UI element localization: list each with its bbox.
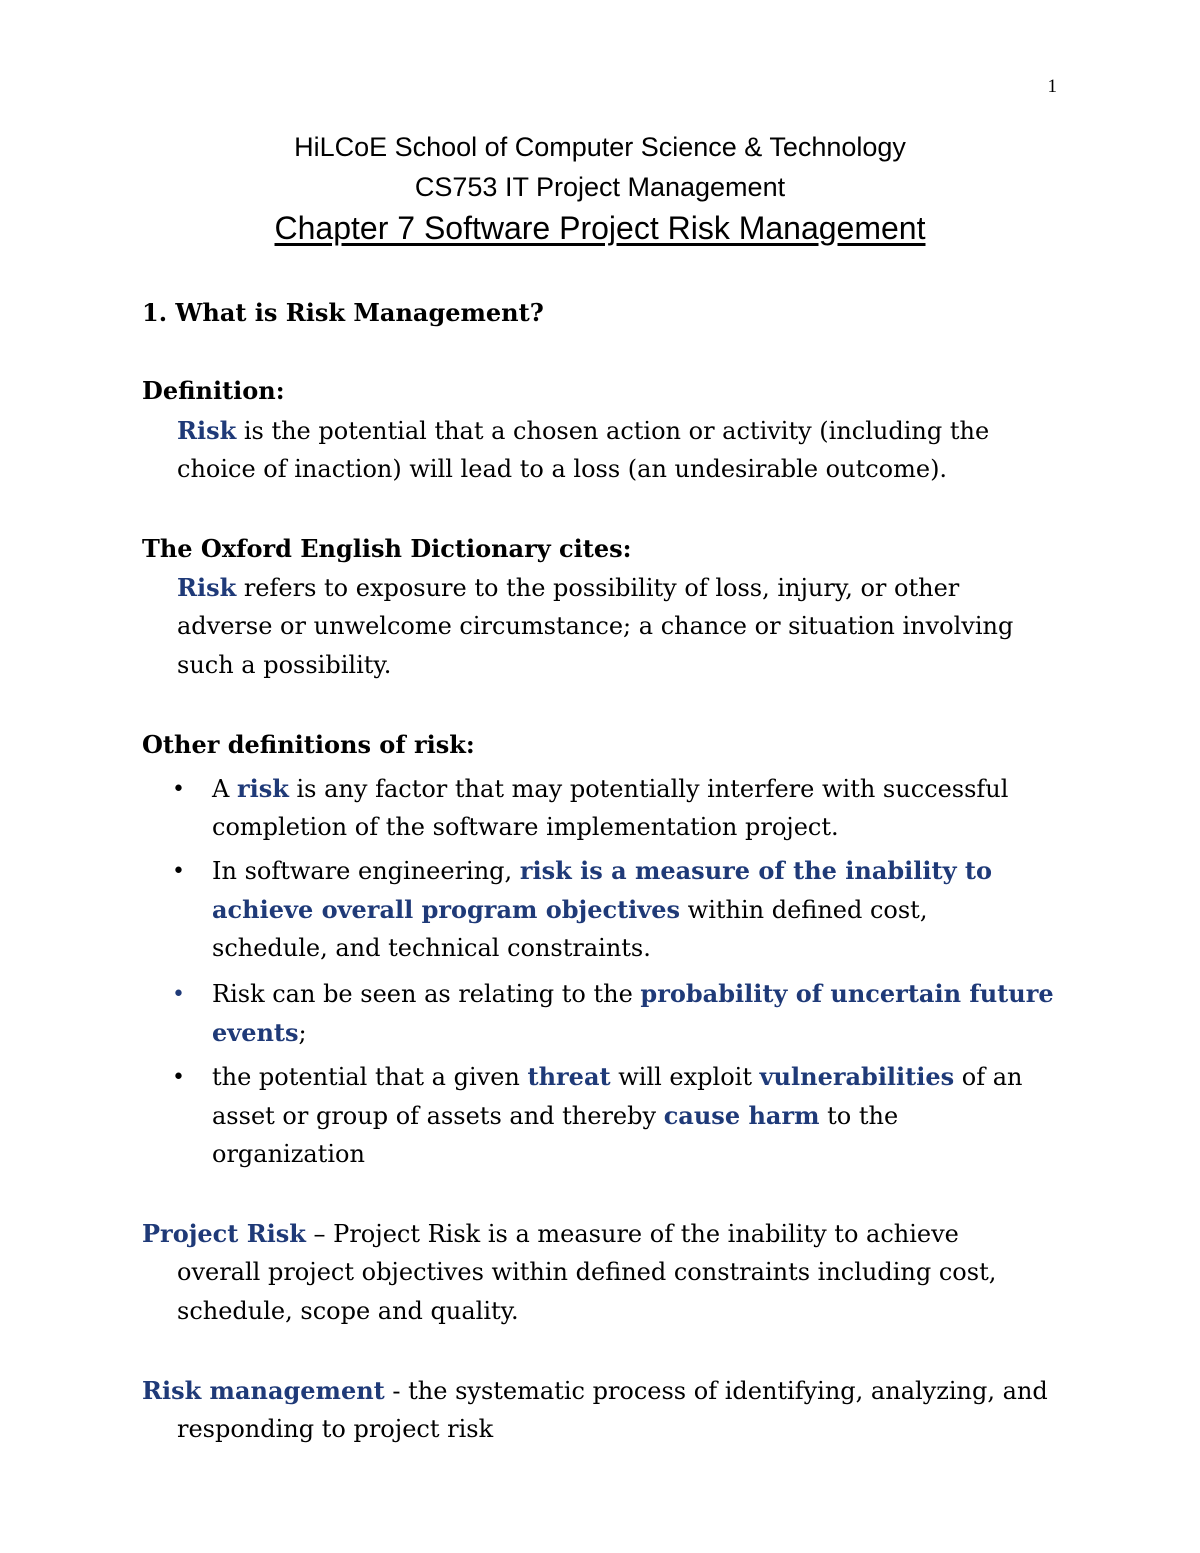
risk-term: Risk (177, 573, 237, 602)
bullet-1-line-2: completion of the software implementation project. (212, 813, 839, 841)
project-risk-line-1: Project Risk – Project Risk is a measure of the inability to achieve (142, 1219, 959, 1248)
risk-management-line-1: Risk management - the systematic process of identifying, analyzing, and (142, 1376, 1048, 1405)
course-title: CS753 IT Project Management (414, 172, 786, 202)
project-risk-line-2: overall project objectives within defined constraints including cost, (177, 1258, 997, 1286)
bullet-2-line-3: schedule, and technical constraints. (212, 934, 651, 962)
bullet-marker: • (172, 1065, 185, 1090)
page-number: 1 (1047, 76, 1057, 97)
definition-line-2: choice of inaction) will lead to a loss (an undesirable outcome). (177, 455, 948, 483)
oxford-line-3: such a possibility. (177, 651, 392, 679)
risk-management-term: Risk management (142, 1376, 385, 1405)
bullet-2-line-2: achieve overall program objectives within defined cost, (212, 895, 928, 924)
bullet-1-line-1: A risk is any factor that may potentially interfere with successful (212, 774, 1009, 803)
bullet-4-line-3: organization (212, 1140, 365, 1168)
school-name: HiLCoE School of Computer Science & Technology (294, 132, 906, 162)
other-definitions-label: Other definitions of risk: (142, 730, 475, 759)
bullet-2-line-1: In software engineering, risk is a measure of the inability to (212, 856, 992, 885)
definition-line-1: Risk is the potential that a chosen action or activity (including the (177, 416, 990, 445)
project-risk-line-3: schedule, scope and quality. (177, 1297, 519, 1325)
bullet-3-line-2: events; (212, 1018, 307, 1047)
oxford-line-2: adverse or unwelcome circumstance; a chance or situation involving (177, 612, 1014, 640)
bullet-marker: • (172, 777, 185, 802)
chapter-title: Chapter 7 Software Project Risk Management (274, 210, 926, 246)
section-heading: 1. What is Risk Management? (142, 298, 544, 327)
bullet-marker: • (172, 859, 185, 884)
definition-label: Definition: (142, 376, 285, 405)
bullet-marker: • (172, 982, 185, 1007)
bullet-3-line-1: Risk can be seen as relating to the probability of uncertain future (212, 979, 1054, 1008)
risk-management-line-2: responding to project risk (177, 1415, 494, 1443)
risk-term: Risk (177, 416, 237, 445)
bullet-4-line-1: the potential that a given threat will exploit vulnerabilities of an (212, 1062, 1023, 1091)
bullet-4-line-2: asset or group of assets and thereby cause harm to the (212, 1101, 899, 1130)
project-risk-term: Project Risk (142, 1219, 306, 1248)
oxford-label: The Oxford English Dictionary cites: (142, 534, 632, 563)
oxford-line-1: Risk refers to exposure to the possibility of loss, injury, or other (177, 573, 960, 602)
